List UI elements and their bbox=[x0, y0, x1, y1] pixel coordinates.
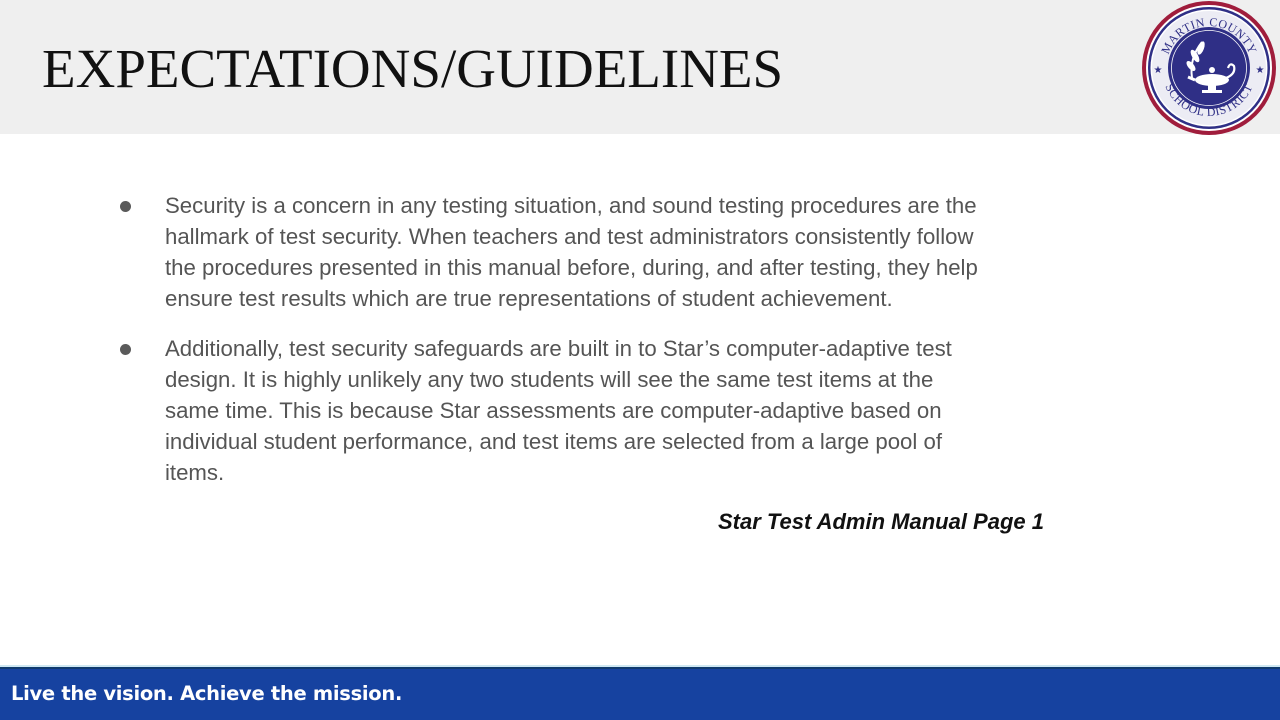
slide-title: EXPECTATIONS/GUIDELINES bbox=[42, 38, 784, 99]
bullet-line: Additionally, test security safeguards are built in to Star’s computer-adaptive test bbox=[165, 336, 952, 361]
svg-text:SCHOOL DISTRICT: SCHOOL DISTRICT bbox=[1162, 81, 1256, 120]
bullet-line: hallmark of test security. When teachers and test administrators consistently follow bbox=[165, 224, 974, 249]
footer-banner bbox=[0, 667, 1280, 720]
bullet-line: the procedures presented in this manual before, during, and after testing, they help bbox=[165, 255, 978, 280]
bullet-line: same time. This is because Star assessments are computer-adaptive based on bbox=[165, 398, 942, 423]
bullet-text bbox=[165, 190, 1085, 314]
bullet-line: individual student performance, and test items are selected from a large pool of bbox=[165, 429, 942, 454]
bullet-icon bbox=[120, 344, 131, 355]
svg-text:★: ★ bbox=[1153, 65, 1163, 76]
footer-tagline: Live the vision. Achieve the mission. bbox=[11, 682, 403, 705]
bullet-line: design. It is highly unlikely any two students will see the same test items at the bbox=[165, 367, 934, 392]
bullet-icon bbox=[120, 201, 131, 212]
svg-text:★: ★ bbox=[1255, 65, 1265, 76]
svg-text:MARTIN COUNTY: MARTIN COUNTY bbox=[1158, 14, 1260, 57]
bullet-line: Security is a concern in any testing situation, and sound testing procedures are the bbox=[165, 193, 977, 218]
bullet-text bbox=[165, 333, 1085, 488]
bullet-line: ensure test results which are true representations of student achievement. bbox=[165, 286, 893, 311]
bullet-line: items. bbox=[165, 460, 225, 485]
source-citation: Star Test Admin Manual Page 1 bbox=[717, 509, 1044, 534]
